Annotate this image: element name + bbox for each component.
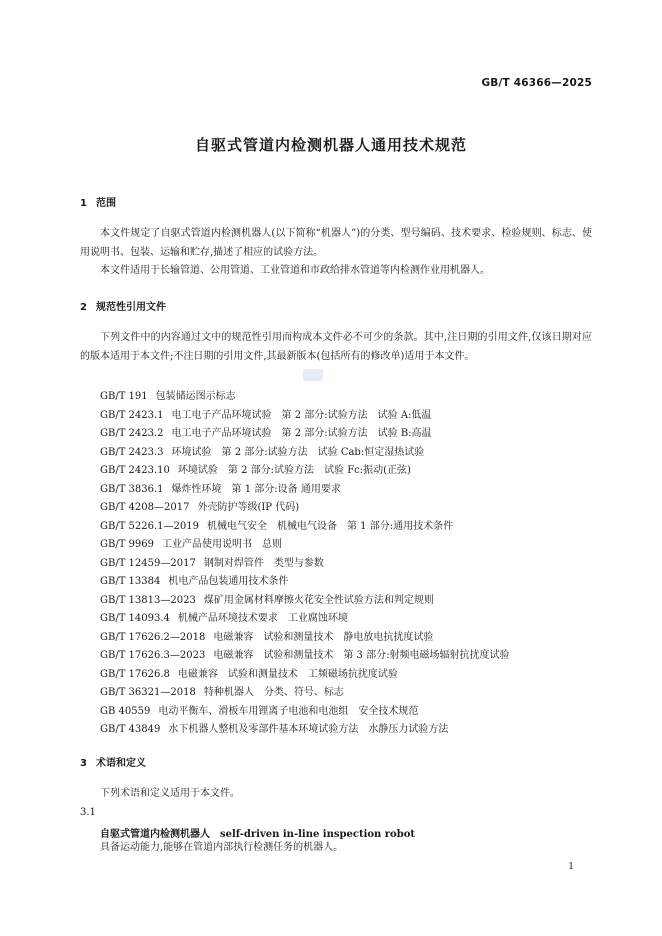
reference-code: GB/T 2423.3 bbox=[100, 446, 164, 458]
terms-intro: 下列术语和定义适用于本文件。 bbox=[100, 788, 240, 799]
term-chinese: 自驱式管道内检测机器人 bbox=[100, 829, 210, 840]
reference-title: 环境试验 第 2 部分:试验方法 试验 Cab:恒定湿热试验 bbox=[171, 446, 425, 458]
reference-title: 机械产品环境技术要求 工业腐蚀环境 bbox=[177, 613, 348, 624]
clause-number: 3.1 bbox=[80, 807, 96, 818]
section-1-number: 1 bbox=[80, 198, 87, 209]
reference-title: 外壳防护等级(IP 代码) bbox=[197, 502, 300, 513]
reference-code: GB/T 4208—2017 bbox=[100, 502, 190, 513]
reference-item bbox=[100, 647, 509, 666]
reference-code: GB/T 43849 bbox=[100, 724, 161, 735]
reference-item bbox=[100, 481, 509, 500]
reference-item bbox=[100, 388, 509, 407]
reference-title: 特种机器人 分类、符号、标志 bbox=[203, 687, 344, 698]
normative-intro: 下列文件中的内容通过文中的规范性引用而构成本文件必不可少的条款。其中,注日期的引用文件,仅该日期对应的版本适用于本文件;不注日期的引用文件,其最新版本(包括所有的修改单)适用于本文件。 bbox=[80, 332, 592, 362]
reference-item bbox=[100, 444, 509, 463]
reference-title: 爆炸性环境 第 1 部分:设备 通用要求 bbox=[171, 483, 341, 495]
reference-item bbox=[100, 610, 509, 629]
reference-item bbox=[100, 666, 509, 685]
reference-item bbox=[100, 425, 509, 444]
reference-title: 包装储运图示标志 bbox=[155, 391, 236, 402]
reference-title: 环境试验 第 2 部分:试验方法 试验 Fc:振动(正弦) bbox=[177, 465, 411, 476]
section-3-number: 3 bbox=[80, 758, 87, 769]
reference-code: GB/T 2423.1 bbox=[100, 409, 164, 421]
reference-item bbox=[100, 555, 509, 574]
reference-item bbox=[100, 684, 509, 703]
watermark-badge bbox=[303, 369, 323, 381]
reference-item bbox=[100, 629, 509, 648]
reference-item bbox=[100, 721, 509, 740]
reference-code: GB/T 17626.2—2018 bbox=[100, 631, 206, 643]
reference-code: GB/T 2423.10 bbox=[100, 465, 170, 476]
reference-item bbox=[100, 499, 509, 518]
reference-item bbox=[100, 592, 509, 611]
document-title: 自驱式管道内检测机器人通用技术规范 bbox=[194, 136, 467, 154]
reference-code: GB/T 2423.2 bbox=[100, 428, 164, 439]
section-2-heading bbox=[80, 298, 166, 313]
reference-item bbox=[100, 462, 509, 481]
reference-code: GB/T 12459—2017 bbox=[100, 557, 196, 569]
reference-code: GB/T 17626.8 bbox=[100, 668, 170, 680]
reference-title: 煤矿用金属材料摩擦火花安全性试验方法和判定规则 bbox=[203, 594, 434, 606]
section-2-title: 规范性引用文件 bbox=[96, 302, 166, 313]
section-1-heading bbox=[80, 194, 116, 209]
reference-code: GB/T 3836.1 bbox=[100, 483, 164, 495]
reference-code: GB/T 5226.1—2019 bbox=[100, 520, 199, 532]
section-3-heading bbox=[80, 754, 146, 769]
section-3-title: 术语和定义 bbox=[96, 758, 146, 769]
term-definition: 具备运动能力,能够在管道内部执行检测任务的机器人。 bbox=[100, 842, 344, 853]
reference-code: GB/T 9969 bbox=[100, 539, 155, 550]
reference-title: 工业产品使用说明书 总则 bbox=[162, 539, 283, 550]
term-heading bbox=[100, 825, 415, 840]
reference-title: 电磁兼容 试验和测量技术 静电放电抗扰度试验 bbox=[213, 631, 434, 643]
reference-list bbox=[100, 388, 509, 740]
reference-title: 水下机器人整机及零部件基本环境试验方法 水静压力试验方法 bbox=[168, 724, 449, 735]
reference-title: 电磁兼容 试验和测量技术 工频磁场抗扰度试验 bbox=[177, 668, 398, 680]
reference-code: GB/T 13813—2023 bbox=[100, 594, 196, 606]
scope-paragraph-2: 本文件适用于长输管道、公用管道、工业管道和市政给排水管道等内检测作业用机器人。 bbox=[100, 265, 490, 276]
reference-code: GB/T 14093.4 bbox=[100, 613, 170, 624]
reference-item bbox=[100, 573, 509, 592]
term-english: self-driven in-line inspection robot bbox=[220, 829, 416, 840]
reference-item bbox=[100, 518, 509, 537]
reference-title: 钢制对焊管件 类型与参数 bbox=[203, 557, 324, 569]
section-2-number: 2 bbox=[80, 302, 87, 313]
reference-title: 电工电子产品环境试验 第 2 部分:试验方法 试验 B:高温 bbox=[171, 428, 432, 439]
reference-title: 电工电子产品环境试验 第 2 部分:试验方法 试验 A:低温 bbox=[171, 409, 432, 421]
reference-title: 机械电气安全 机械电气设备 第 1 部分:通用技术条件 bbox=[207, 520, 454, 532]
reference-code: GB/T 36321—2018 bbox=[100, 687, 196, 698]
reference-code: GB/T 191 bbox=[100, 391, 148, 402]
scope-paragraph-1: 本文件规定了自驱式管道内检测机器人(以下简称“机器人”)的分类、型号编码、技术要求、检验规则、标志、使用说明书、包装、运输和贮存,描述了相应的试验方法。 bbox=[80, 228, 592, 258]
reference-item bbox=[100, 703, 509, 722]
reference-code: GB/T 17626.3—2023 bbox=[100, 650, 206, 661]
reference-item bbox=[100, 407, 509, 426]
page-number: 1 bbox=[568, 862, 574, 872]
reference-title: 电动平衡车、滑板车用锂离子电池和电池组 安全技术规范 bbox=[158, 705, 419, 717]
reference-title: 机电产品包装通用技术条件 bbox=[168, 576, 289, 587]
reference-title: 电磁兼容 试验和测量技术 第 3 部分:射频电磁场辐射抗扰度试验 bbox=[213, 650, 510, 661]
section-1-title: 范围 bbox=[96, 198, 116, 209]
reference-item bbox=[100, 536, 509, 555]
reference-code: GB 40559 bbox=[100, 705, 151, 717]
standard-number: GB/T 46366—2025 bbox=[481, 77, 592, 89]
reference-code: GB/T 13384 bbox=[100, 576, 161, 587]
